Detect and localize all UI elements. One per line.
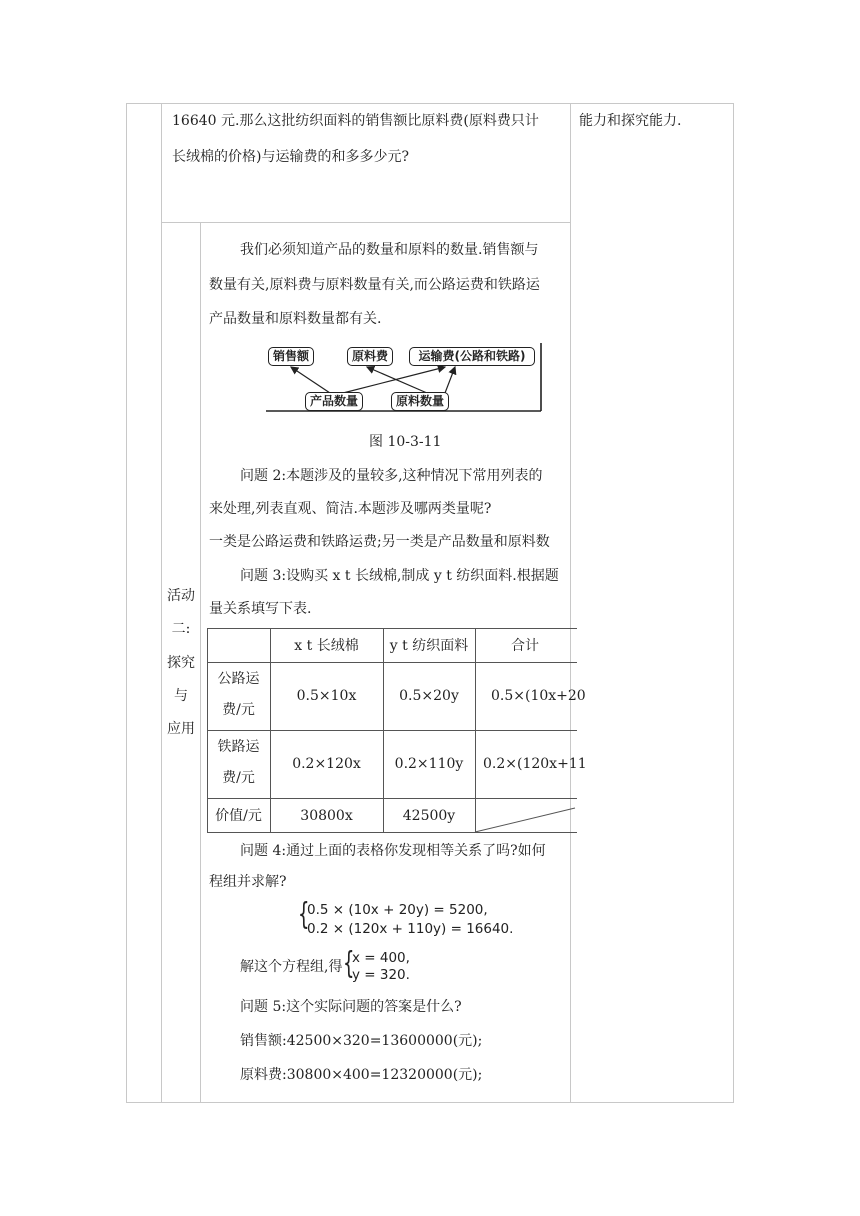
q2-line-1: 问题 2:本题涉及的量较多,这种情况下常用列表的: [240, 468, 543, 484]
table-cell: 0.5×10x: [296, 688, 357, 704]
equation-1: 0.5 × (10x + 20y) = 5200,: [307, 902, 488, 918]
tbl-h-3: [207, 730, 577, 731]
table-cell: 0.2×(120x+11: [483, 756, 587, 772]
sales-line: 销售额:42500×320=13600000(元);: [240, 1033, 483, 1049]
q4-line-2: 程组并求解?: [209, 874, 287, 890]
box-material-cost: 原料费: [347, 347, 393, 366]
header-cell: y t 纺织面料: [389, 638, 469, 654]
table-cell: 0.5×20y: [399, 688, 459, 704]
problem-text-line-1: 16640 元.那么这批纺织面料的销售额比原料费(原料费只计: [172, 113, 539, 129]
intro-line-1: 我们必须知道产品的数量和原料的数量.销售额与: [240, 242, 539, 258]
q4-line-1: 问题 4:通过上面的表格你发现相等关系了吗?如何: [240, 843, 546, 859]
problem-text-line-2: 长绒棉的价格)与运输费的和多多少元?: [172, 149, 409, 165]
row-label: 价值/元: [215, 808, 262, 824]
relationship-diagram: [265, 341, 545, 413]
activity-label-3: 探究: [167, 655, 195, 671]
intro-line-2: 数量有关,原料费与原料数量有关,而公路运费和铁路运: [209, 277, 540, 293]
tbl-h-2: [207, 662, 577, 663]
q2-line-2: 来处理,列表直观、简洁.本题涉及哪两类量呢?: [209, 501, 492, 517]
activity-label-4: 与: [174, 688, 188, 704]
table-cell: 30800x: [300, 808, 353, 824]
tbl-v-1: [207, 628, 208, 833]
tbl-v-2: [270, 628, 271, 833]
content-cell: [201, 223, 587, 1102]
design-intent-note: 能力和探究能力.: [579, 113, 682, 129]
solution-y: y = 320.: [352, 967, 410, 983]
quantity-table: [207, 628, 587, 833]
solution-x: x = 400,: [352, 950, 410, 966]
row-label: 费/元: [222, 770, 255, 786]
outer-bottom-border: [126, 1102, 734, 1103]
box-product-qty: 产品数量: [305, 392, 363, 411]
activity-label-2: 二:: [171, 621, 191, 637]
figure-caption: 图 10-3-11: [369, 434, 442, 450]
outer-right-border: [733, 103, 734, 1103]
tbl-h-1: [207, 628, 577, 629]
col-divider-1: [161, 103, 162, 1103]
header-cell: 合计: [511, 638, 539, 654]
system-brace-icon: {: [298, 897, 310, 932]
row-label: 费/元: [222, 702, 255, 718]
tbl-v-3: [383, 628, 384, 833]
row-label: 铁路运: [217, 739, 260, 755]
table-cell: 42500y: [402, 808, 456, 824]
box-material-qty: 原料数量: [391, 392, 449, 411]
col-divider-3: [570, 103, 571, 1103]
table-cell: 0.5×(10x+20: [491, 688, 586, 704]
intro-line-3: 产品数量和原料数量都有关.: [209, 311, 382, 327]
solve-prefix: 解这个方程组,得: [240, 959, 343, 975]
table-cell: 0.2×110y: [394, 756, 464, 772]
q3-line-1: 问题 3:设购买 x t 长绒棉,制成 y t 纺织面料.根据题: [240, 568, 559, 584]
outer-left-border: [126, 103, 127, 1103]
cost-line: 原料费:30800×400=12320000(元);: [240, 1067, 483, 1083]
header-cell: x t 长绒棉: [294, 638, 359, 654]
solution-brace-icon: {: [343, 946, 355, 981]
box-sales: 销售额: [268, 347, 314, 366]
row-label: 公路运: [217, 671, 260, 687]
equation-2: 0.2 × (120x + 110y) = 16640.: [307, 921, 514, 937]
table-cell: 0.2×120x: [292, 756, 361, 772]
q3-line-2: 量关系填写下表.: [209, 601, 312, 617]
box-transport-cost: 运输费(公路和铁路): [409, 347, 535, 366]
outer-top-border: [126, 103, 734, 104]
activity-label-5: 应用: [167, 721, 195, 737]
q5: 问题 5:这个实际问题的答案是什么?: [240, 999, 462, 1015]
q2-line-3: 一类是公路运费和铁路运费;另一类是产品数量和原料数: [209, 534, 550, 550]
empty-cell-diagonal: [475, 798, 575, 833]
activity-label-1: 活动: [167, 588, 195, 604]
